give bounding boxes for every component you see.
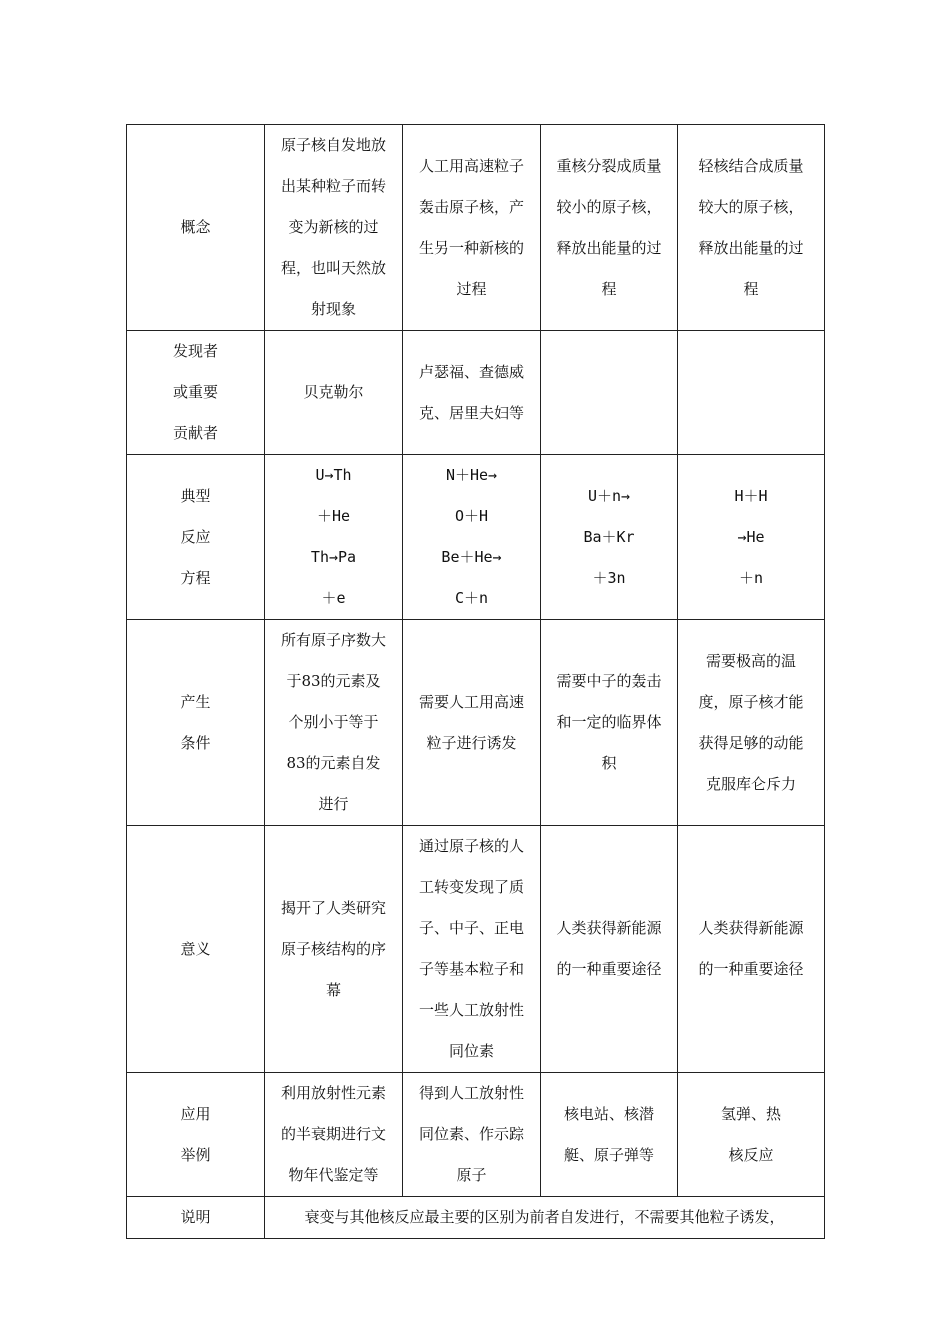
cell-discoverer-decay (265, 331, 403, 455)
cell-line: 的半衰期进行文 (280, 1125, 386, 1143)
cell-line: 程 (601, 279, 617, 298)
cell-line: ＋n (738, 568, 764, 587)
cell-line: 83的元素自发 (286, 754, 381, 772)
cell-line: 过程 (456, 279, 487, 298)
cell-line: 利用放射性元素 (280, 1084, 386, 1102)
cell-line: 核电站、核潜 (563, 1104, 654, 1123)
cell-line: ＋e (321, 589, 346, 607)
cell-line: 原子核自发地放 (280, 136, 386, 154)
cell-line: 举例 (180, 1145, 211, 1164)
header-discoverer (127, 331, 265, 455)
cell-significance-fission (541, 826, 678, 1073)
cell-line: 射现象 (310, 300, 356, 318)
cell-line: 幕 (325, 980, 341, 999)
cell-line: U＋n→ (587, 486, 631, 505)
row-condition (127, 620, 825, 826)
cell-line: 应用 (180, 1104, 211, 1123)
cell-line: 方程 (180, 568, 211, 587)
cell-note-text: 衰变与其他核反应最主要的区别为前者自发进行，不需要其他粒子诱发， (265, 1197, 825, 1239)
cell-equation-fusion (678, 455, 825, 620)
cell-line: 产生 (180, 692, 211, 711)
cell-line: ＋He (316, 507, 351, 525)
header-application (127, 1073, 265, 1197)
cell-line: 人类获得新能源 (698, 919, 804, 937)
row-note (127, 1197, 825, 1239)
cell-line: U→Th (315, 466, 352, 484)
cell-application-fusion (678, 1073, 825, 1197)
cell-line: 释放出能量的过 (698, 238, 804, 257)
cell-line: 同位素、作示踪 (418, 1125, 524, 1143)
cell-line: 重核分裂成质量 (556, 156, 662, 175)
cell-application-transmutation (403, 1073, 541, 1197)
cell-line: 卢瑟福、查德威 (418, 362, 524, 381)
cell-line: Ba＋Kr (583, 527, 635, 546)
cell-line: 物年代鉴定等 (288, 1166, 379, 1184)
cell-condition-decay (265, 620, 403, 826)
cell-line: 积 (601, 754, 617, 772)
cell-line: 较大的原子核， (698, 197, 804, 216)
cell-line: 贝克勒尔 (303, 383, 364, 401)
cell-line: 克服库仑斥力 (705, 774, 796, 793)
cell-line: ＋3n (592, 568, 626, 587)
cell-line: C＋n (454, 589, 489, 607)
cell-line: 需要人工用高速 (418, 692, 524, 711)
cell-line: Th→Pa (310, 548, 357, 566)
cell-discoverer-transmutation (403, 331, 541, 455)
cell-line: 需要中子的轰击 (556, 672, 662, 690)
row-equation (127, 455, 825, 620)
cell-line: 获得足够的动能 (698, 733, 804, 752)
cell-line: 所有原子序数大 (280, 631, 386, 649)
cell-line: 或重要 (172, 383, 218, 401)
cell-significance-fusion (678, 826, 825, 1073)
cell-line: 揭开了人类研究 (280, 898, 386, 917)
cell-line: 原子核结构的序 (280, 939, 386, 958)
cell-line: 发现者 (172, 342, 218, 360)
cell-line: H＋H (734, 486, 768, 505)
cell-line: 的一种重要途径 (698, 960, 804, 978)
cell-line: 个别小于等于 (288, 713, 379, 731)
cell-line: 变为新核的过 (288, 218, 379, 236)
cell-application-fission (541, 1073, 678, 1197)
cell-line: 通过原子核的人 (418, 837, 524, 855)
cell-line: 一些人工放射性 (418, 1001, 524, 1019)
cell-condition-transmutation (403, 620, 541, 826)
cell-line: 核反应 (728, 1145, 774, 1164)
cell-line: 贡献者 (172, 424, 218, 442)
cell-line: 工转变发现了质 (418, 878, 524, 896)
cell-line: 子等基本粒子和 (418, 960, 524, 978)
cell-line: 条件 (180, 733, 211, 752)
cell-line: 程，也叫天然放 (280, 259, 386, 277)
cell-line: 人工用高速粒子 (418, 156, 524, 175)
header-note: 说明 (127, 1197, 265, 1239)
cell-significance-transmutation (403, 826, 541, 1073)
cell-line: N＋He→ (445, 466, 498, 484)
cell-line: 克、居里夫妇等 (418, 403, 524, 422)
cell-condition-fission (541, 620, 678, 826)
row-discoverer (127, 331, 825, 455)
header-condition (127, 620, 265, 826)
header-equation (127, 455, 265, 620)
cell-line: 原子 (456, 1166, 487, 1184)
header-concept: 概念 (127, 125, 265, 331)
cell-line: 度，原子核才能 (698, 692, 804, 711)
cell-concept-fission (541, 125, 678, 331)
cell-significance-decay (265, 826, 403, 1073)
cell-line: O＋H (454, 507, 489, 525)
cell-line: 艇、原子弹等 (563, 1145, 654, 1164)
cell-equation-fission (541, 455, 678, 620)
nuclear-reactions-table (126, 124, 825, 1239)
cell-line: 粒子进行诱发 (426, 733, 517, 752)
cell-line: 轰击原子核，产 (418, 197, 524, 216)
cell-concept-fusion (678, 125, 825, 331)
cell-line: 和一定的临界体 (556, 713, 662, 731)
cell-line: 轻核结合成质量 (698, 156, 804, 175)
cell-line: 的一种重要途径 (556, 960, 662, 978)
cell-line: 氢弹、热 (720, 1104, 781, 1123)
cell-line: 较小的原子核， (556, 197, 662, 216)
cell-line: 人类获得新能源 (556, 919, 662, 937)
cell-line: 典型 (180, 486, 211, 505)
cell-equation-decay (265, 455, 403, 620)
cell-line: 于83的元素及 (286, 672, 381, 690)
cell-line: Be＋He→ (441, 548, 502, 566)
cell-application-decay (265, 1073, 403, 1197)
row-application (127, 1073, 825, 1197)
cell-discoverer-fission (541, 331, 678, 455)
header-significance: 意义 (127, 826, 265, 1073)
row-significance (127, 826, 825, 1073)
cell-concept-transmutation (403, 125, 541, 331)
cell-line: 出某种粒子而转 (280, 177, 386, 195)
cell-line: 反应 (180, 527, 211, 546)
cell-line: →He (737, 527, 765, 546)
cell-line: 需要极高的温 (705, 651, 796, 670)
cell-line: 进行 (318, 795, 349, 813)
cell-discoverer-fusion (678, 331, 825, 455)
cell-line: 生另一种新核的 (418, 238, 524, 257)
cell-line: 得到人工放射性 (418, 1084, 524, 1102)
cell-condition-fusion (678, 620, 825, 826)
cell-line: 子、中子、正电 (418, 919, 524, 937)
cell-equation-transmutation (403, 455, 541, 620)
cell-line: 程 (743, 279, 759, 298)
cell-concept-decay (265, 125, 403, 331)
row-concept (127, 125, 825, 331)
cell-line: 同位素 (448, 1042, 494, 1060)
cell-line: 释放出能量的过 (556, 238, 662, 257)
